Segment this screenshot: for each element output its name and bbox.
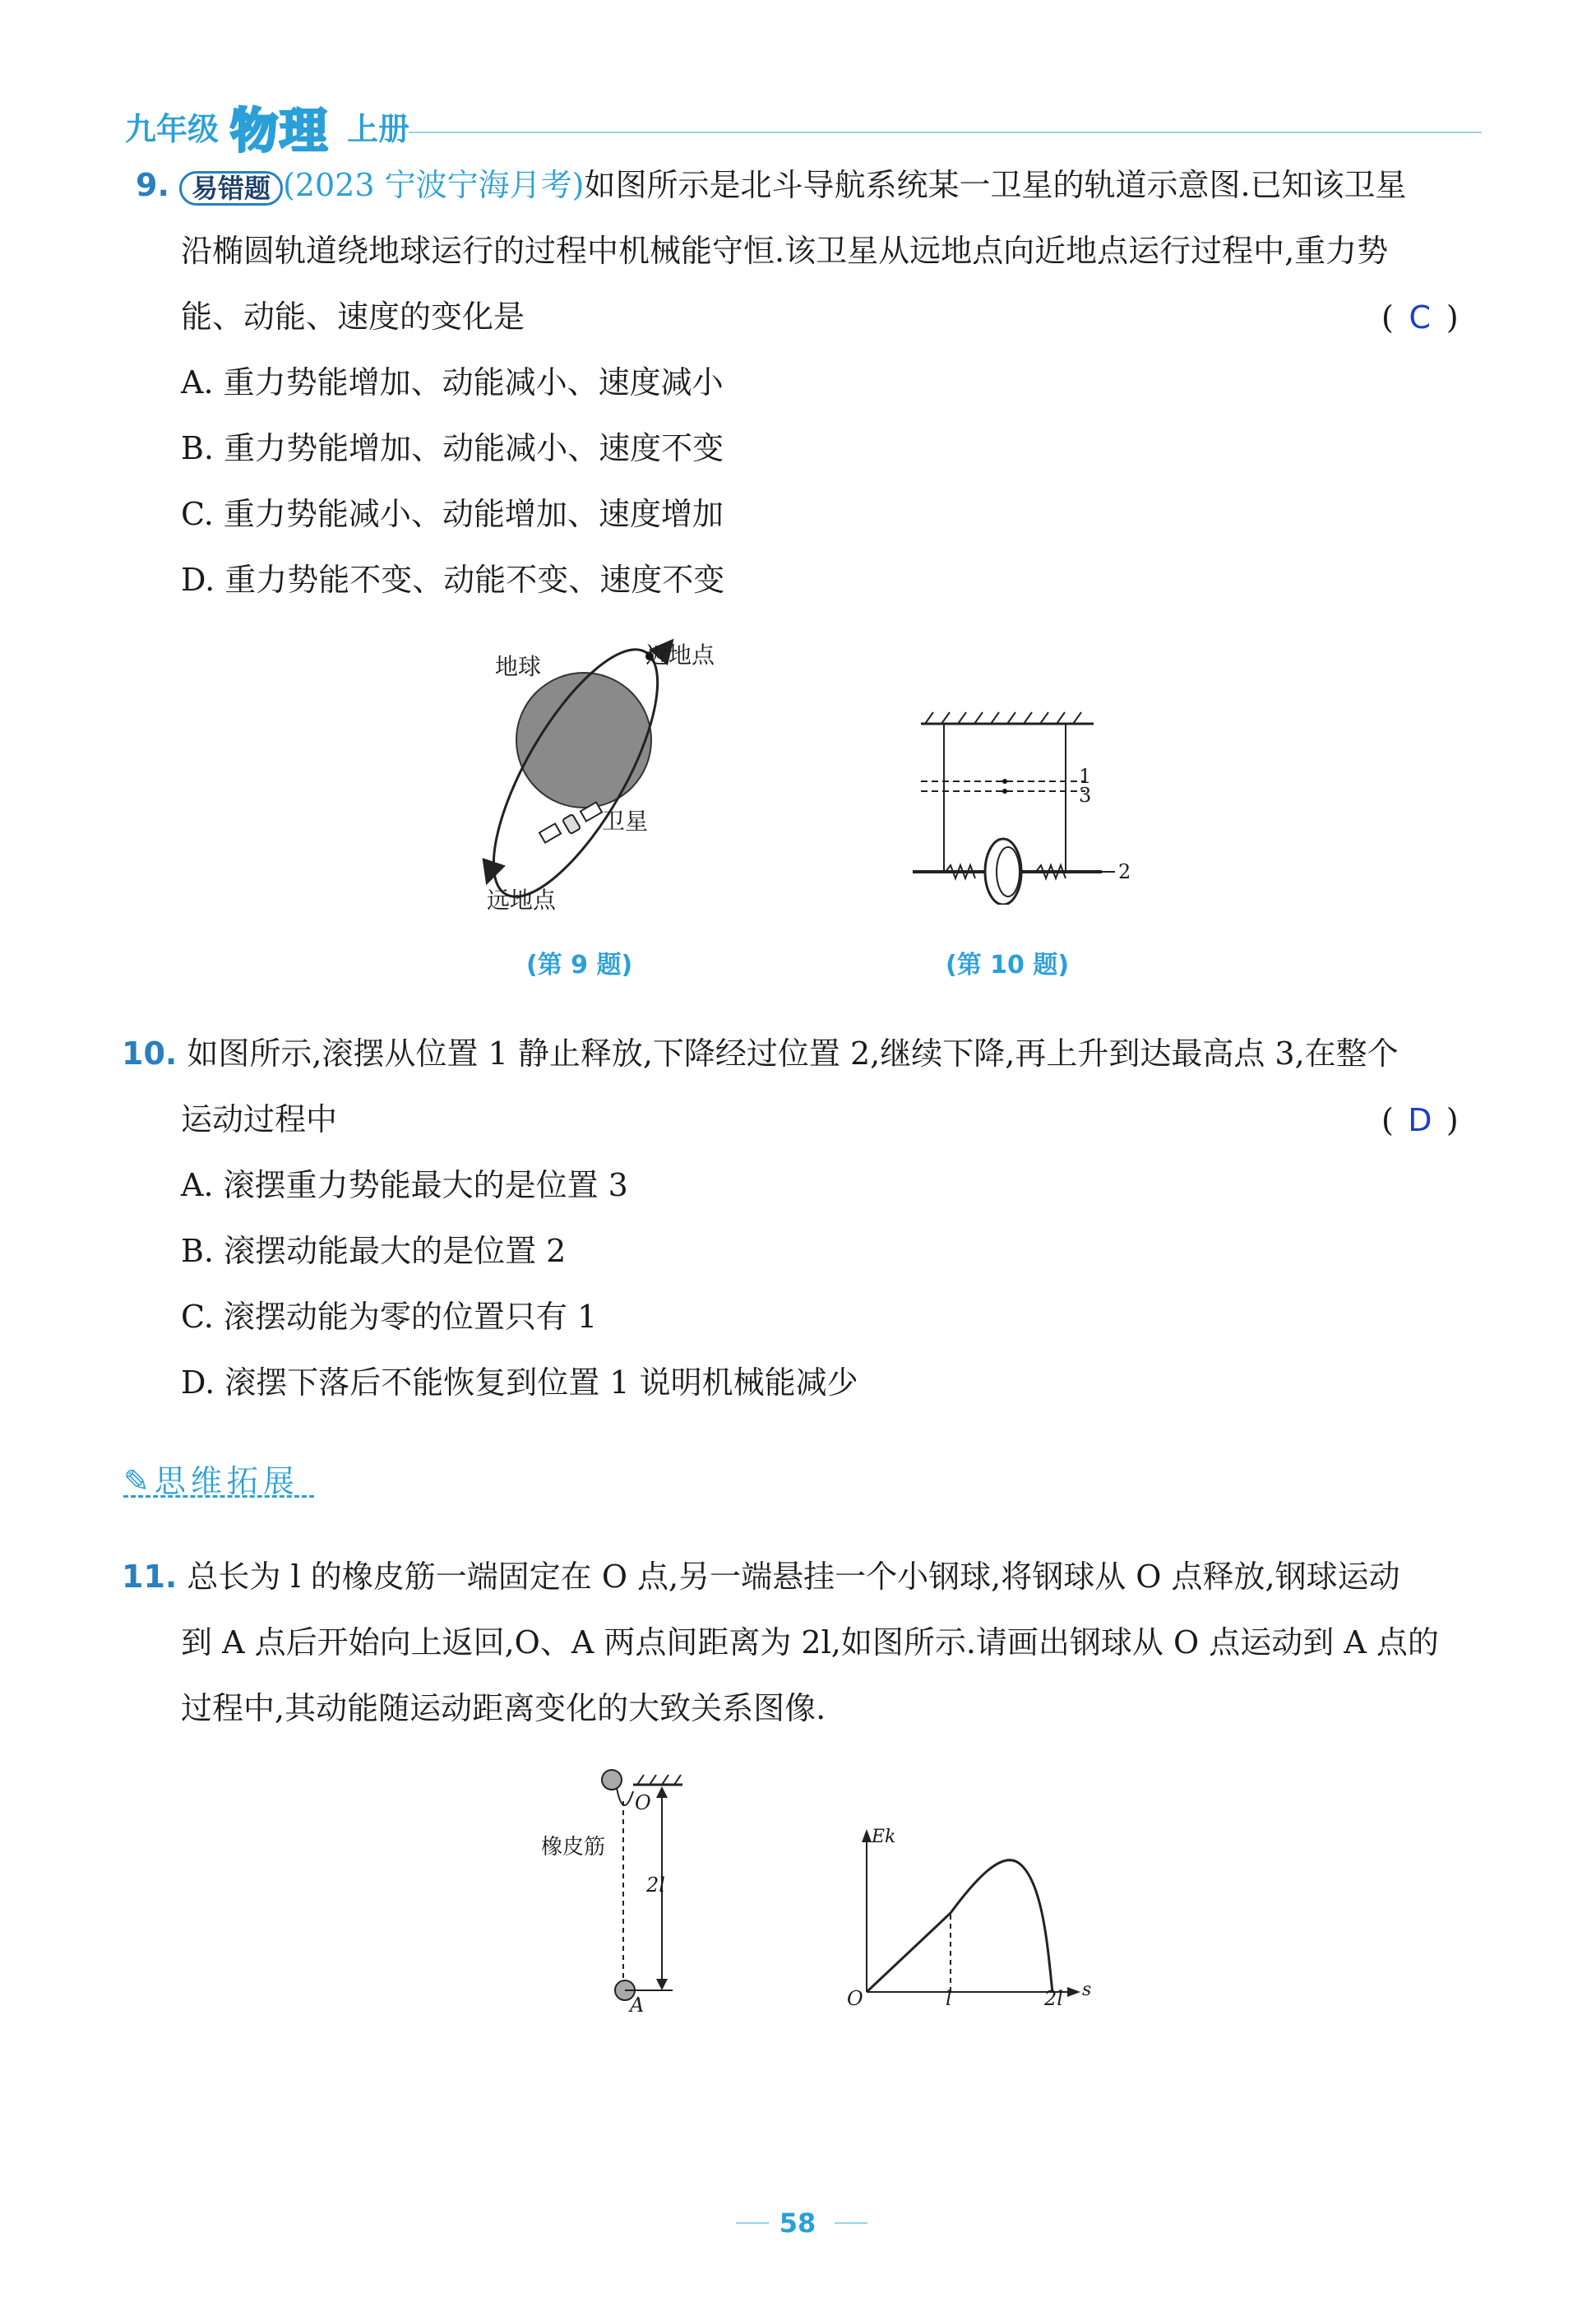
figure-9-orbit [460, 633, 756, 929]
rubber-band-loop [617, 1788, 633, 1805]
q9-tag: 易错题 [179, 171, 283, 206]
q9-text1: 如图所示是北斗导航系统某一卫星的轨道示意图.已知该卫星 [584, 167, 1407, 203]
pencil-icon: ✎ [123, 1463, 155, 1499]
label-2l: 2l [646, 1874, 665, 1897]
label-tick-2l: 2l [1044, 1987, 1063, 2007]
label-apogee: 远地点 [487, 887, 557, 914]
q11-text1: 总长为 l 的橡皮筋一端固定在 O 点,另一端悬挂一个小钢球,将钢球从 O 点释放,钢球运动 [187, 1559, 1400, 1595]
figure-9-caption: (第 9 题) [526, 951, 633, 980]
q11-line1 [122, 1559, 1400, 1595]
label-rubber: 橡皮筋 [541, 1835, 606, 1860]
q9-option-a: A. 重力势能增加、动能减小、速度减小 [181, 364, 724, 401]
q9-answer: C [1409, 299, 1432, 336]
q9-option-b: B. 重力势能增加、动能减小、速度不变 [181, 430, 724, 466]
q11-line2: 到 A 点后开始向上返回,O、A 两点间距离为 2l,如图所示.请画出钢球从 O 点运动到 A 点的 [181, 1624, 1439, 1661]
page-dash-right [835, 2222, 867, 2224]
figure-10-caption: (第 10 题) [946, 951, 1070, 980]
label-tick-l: l [946, 1987, 952, 2007]
q9-line1 [136, 169, 1407, 206]
q10-option-d: D. 滚摆下落后不能恢复到位置 1 说明机械能减少 [181, 1364, 858, 1401]
q11-line3: 过程中,其动能随运动距离变化的大致关系图像. [181, 1690, 826, 1726]
q9-number: 9. [136, 167, 169, 203]
q9-answer-bracket: ( C ) [1381, 299, 1459, 336]
label-position-3: 3 [1079, 784, 1092, 807]
page-number: 58 [779, 2207, 817, 2239]
q11-number: 11. [122, 1559, 178, 1595]
graph-ek-vs-s [847, 1818, 1110, 2007]
q10-text1: 如图所示,滚摆从位置 1 静止释放,下降经过位置 2,继续下降,再上升到达最高点 3,在整个 [187, 1035, 1399, 1072]
label-earth: 地球 [495, 653, 542, 680]
q9-option-c: C. 重力势能减小、动能增加、速度增加 [181, 496, 724, 532]
q10-answer: D [1408, 1102, 1432, 1138]
q9-line2: 沿椭圆轨道绕地球运行的过程中机械能守恒.该卫星从远地点向近地点运行过程中,重力势 [181, 233, 1389, 269]
ceiling-hatch [925, 712, 1081, 724]
q10-line1 [122, 1035, 1399, 1072]
q9-source: (2023 宁波宁海月考) [283, 167, 585, 203]
q10-line2: 运动过程中 [181, 1101, 338, 1137]
ball-top-icon [602, 1770, 622, 1790]
label-A: A [630, 1994, 645, 2015]
label-s: s [1082, 1980, 1092, 2000]
header-rule [409, 132, 1482, 133]
label-position-2: 2 [1118, 860, 1131, 883]
section-title: 思维拓展 [154, 1463, 299, 1499]
label-O: O [635, 1791, 651, 1814]
label-perigee: 近地点 [645, 642, 715, 669]
section-underline [123, 1495, 314, 1498]
q9-option-d: D. 重力势能不变、动能不变、速度不变 [181, 562, 725, 598]
orbit-arrow-bottom [490, 864, 493, 873]
q10-option-a: A. 滚摆重力势能最大的是位置 3 [181, 1167, 628, 1203]
header-grade: 九年级 [125, 111, 220, 147]
q10-option-b: B. 滚摆动能最大的是位置 2 [181, 1233, 567, 1269]
section-heading [123, 1456, 299, 1501]
q10-answer-bracket: ( D ) [1381, 1102, 1459, 1138]
header-volume: 上册 [347, 111, 410, 147]
label-origin: O [847, 1987, 863, 2007]
figure-11-rubber-band [526, 1768, 707, 2015]
ek-curve [867, 1860, 1052, 1992]
label-satellite: 卫星 [602, 808, 649, 835]
figure-10-pendulum [896, 707, 1159, 905]
label-ek: Ek [872, 1827, 896, 1847]
page-header [125, 92, 1482, 159]
q10-option-c: C. 滚摆动能为零的位置只有 1 [181, 1299, 598, 1335]
label-position-1: 1 [1079, 765, 1092, 788]
header-subject: 物理 [230, 103, 330, 159]
q10-number: 10. [122, 1035, 178, 1072]
q9-line3: 能、动能、速度的变化是 [181, 299, 525, 335]
